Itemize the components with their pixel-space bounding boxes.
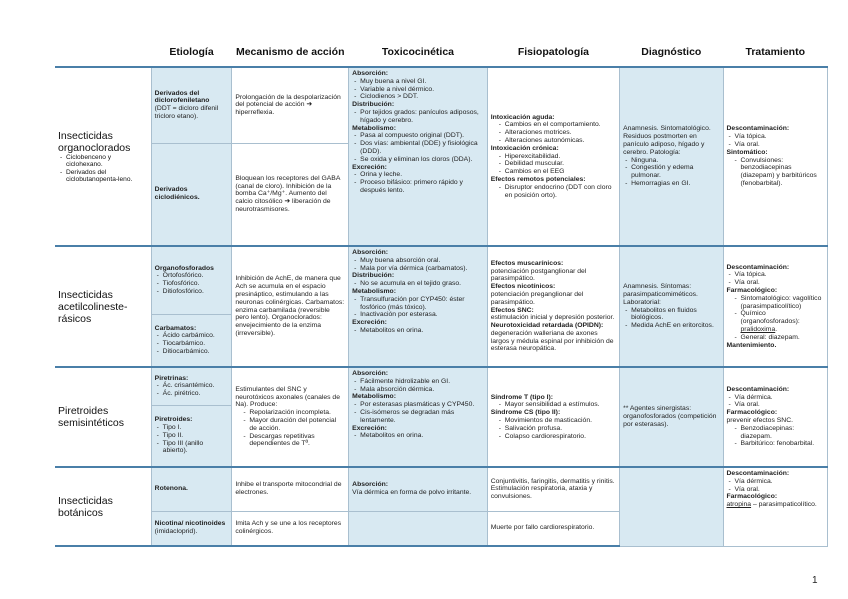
etiologia-cell bbox=[151, 367, 232, 405]
group-name: Insecticidas acetilcolineste-rásicos bbox=[58, 288, 128, 325]
section-label: Efectos nicotínicos: bbox=[490, 283, 556, 291]
list-item: - Por esterasas plasmáticas y CYP450. bbox=[360, 401, 484, 409]
list-item: - Convulsiones: benzodiacepinas (diazepam) y barbitúricos (fenobarbital). bbox=[741, 157, 825, 188]
list-item: - Descargas repetitivas dependientes de Tª. bbox=[249, 433, 345, 449]
list-item: - Mala absorción dérmica. bbox=[360, 386, 484, 394]
tratamiento-cell bbox=[723, 367, 828, 467]
list-item: - Cambios en el EEG bbox=[505, 168, 616, 176]
section-label: Descontaminación: bbox=[726, 385, 790, 393]
corner-cell bbox=[55, 37, 151, 67]
section-text: Vía dérmica en forma de polvo irritante. bbox=[352, 489, 472, 497]
list-item: - Cambios en el comportamiento. bbox=[505, 121, 616, 129]
section-label: Excreción: bbox=[352, 424, 387, 432]
list-item: - Metabolitos en fluidos biológicos. bbox=[631, 307, 719, 323]
list-item: - Inactivación por esterasa. bbox=[360, 311, 484, 319]
section-label: Metabolismo: bbox=[352, 393, 396, 401]
section-text: – parasimpaticolítico. bbox=[751, 501, 817, 509]
col-fisiopatologia: Fisiopatología bbox=[487, 37, 619, 67]
col-toxicocinetica: Toxicocinética bbox=[349, 37, 488, 67]
example-item: - Derivados del ciclobutanopenta-leno. bbox=[66, 169, 148, 184]
group-acetilcolin bbox=[55, 246, 151, 367]
section-label: Efectos remotos potenciales: bbox=[490, 175, 586, 183]
list-item: - Transulfuración por CYP450: éster fosfórico (más tóxico). bbox=[360, 296, 484, 312]
group-botanicos bbox=[55, 467, 151, 546]
diagnostico-cell: ** Agentes sinergistas: organofosforados (competición por esterasas). bbox=[620, 367, 723, 467]
pralidoxima-link[interactable]: pralidoxima bbox=[740, 325, 776, 333]
section-label: Absorción: bbox=[352, 370, 389, 377]
diag-text: Anamnesis. Síntomas: parasimpaticomiméticos. Laboratorial: bbox=[623, 283, 698, 306]
list-item: - Alteraciones autonómicas. bbox=[505, 137, 616, 145]
row-acetilcolin-1 bbox=[55, 246, 828, 314]
fisiopatologia-cell: Muerte por fallo cardiorespiratorio. bbox=[487, 511, 619, 546]
subtype-name: Piretrinas: bbox=[154, 374, 189, 382]
fisiopatologia-cell bbox=[487, 367, 619, 467]
list-item: - Proceso bifásico: primero rápido y después lento. bbox=[360, 179, 484, 195]
toxicocinetica-cell bbox=[349, 367, 488, 467]
list-item: - Muy buena a nivel GI. bbox=[360, 78, 484, 86]
section-text: estimulación inicial y depresión posterior. bbox=[490, 314, 615, 322]
group-name: Piretroides semisintéticos bbox=[58, 405, 124, 429]
list-item: - Químico (organofosforados): pralidoxima. bbox=[741, 310, 825, 333]
list-item: - Metabolitos en orina. bbox=[360, 432, 484, 440]
row-organoclorados-1 bbox=[55, 67, 828, 143]
list-item: - Hiperexcitabilidad. bbox=[505, 153, 616, 161]
list-item: - Vía oral. bbox=[735, 141, 825, 149]
list-item: - Por tejidos grados: panículos adiposos, hígado y cerebro. bbox=[360, 109, 484, 125]
section-label: Absorción: bbox=[352, 70, 389, 77]
list-item-text: Químico (organofosforados): bbox=[740, 310, 800, 326]
group-piretroides bbox=[55, 367, 151, 467]
list-item: - Ác. crisantémico. bbox=[163, 382, 229, 390]
list-item: - Tipo I. bbox=[163, 424, 229, 432]
list-item: - Dos vías: ambiental (DDE) y fisiológica (DDD). bbox=[360, 140, 484, 156]
list-item: - Ciclodienos > DDT. bbox=[360, 93, 484, 101]
group-organoclorados bbox=[55, 67, 151, 246]
list-item: - Vía dérmica. bbox=[735, 394, 825, 402]
row-piretroides-1 bbox=[55, 367, 828, 405]
list-item: - Mayor sensibilidad a estímulos. bbox=[505, 401, 616, 409]
diagnostico-cell bbox=[620, 246, 723, 367]
mecanismo-cell: Prolongación de la despolarización del potencial de acción ➜ hiperreflexia. bbox=[232, 67, 349, 143]
section-label: Neurotoxicidad retardada (OPIDN): bbox=[490, 322, 604, 330]
list-item: - Ditiofosfórico. bbox=[163, 288, 229, 296]
list-item: - Medida AchE en eritorcitos. bbox=[631, 322, 719, 330]
section-label: Sintomático: bbox=[726, 148, 768, 156]
group-name: Insecticidas botánicos bbox=[58, 494, 113, 519]
etiologia-cell: Derivados ciclodiénicos. bbox=[151, 143, 232, 246]
section-label: Farmacológico: bbox=[726, 409, 778, 417]
list-item: - Se oxida y eliminan los cloros (DDA). bbox=[360, 156, 484, 164]
section-label: Metabolismo: bbox=[352, 124, 396, 132]
list-item: - Tiofosfórico. bbox=[163, 280, 229, 288]
group-name: Insecticidas organoclorados bbox=[58, 129, 131, 154]
col-etiologia: Etiología bbox=[151, 37, 232, 67]
list-item: - Sintomatológico: vagolítico (parasimpaticolítico) bbox=[741, 295, 825, 311]
list-item: - Ortofosfórico. bbox=[163, 272, 229, 280]
list-item: - General: diazepam. bbox=[741, 334, 825, 342]
list-item: - Metabolitos en orina. bbox=[360, 327, 484, 335]
list-item: - Muy buena absorción oral. bbox=[360, 257, 484, 265]
etiologia-cell bbox=[151, 511, 232, 546]
list-item: - Vía tópica. bbox=[735, 133, 825, 141]
list-item: - Orina y leche. bbox=[360, 171, 484, 179]
etiologia-cell bbox=[151, 246, 232, 314]
section-label: Efectos muscarínicos: bbox=[490, 259, 564, 267]
list-item: - Pasa al compuesto original (DDT). bbox=[360, 132, 484, 140]
list-item: - Vía oral. bbox=[735, 401, 825, 409]
list-item: - Mala por vía dérmica (carbamatos). bbox=[360, 265, 484, 273]
section-label: Farmacológico: bbox=[726, 493, 778, 501]
list-item: - Salivación profusa. bbox=[505, 425, 616, 433]
list-item: - Vía oral. bbox=[735, 486, 825, 494]
section-label: Intoxicación aguda: bbox=[490, 113, 555, 121]
list-item: - No se acumula en el tejido graso. bbox=[360, 280, 484, 288]
etiologia-cell bbox=[151, 314, 232, 367]
section-text: degeneración walleriana de axones largos y médula espinal por inhibición de esterasa neuropática. bbox=[490, 329, 614, 353]
list-item: - Tipo II. bbox=[163, 432, 229, 440]
list-item: - Barbitúrico: fenobarbital. bbox=[741, 440, 825, 448]
mecanismo-cell: Inhibe el transporte mitocondrial de electrones. bbox=[232, 467, 349, 511]
diagnostico-cell bbox=[620, 67, 723, 246]
section-label: Efectos SNC: bbox=[490, 306, 534, 314]
list-item: - Tipo III (anillo abierto). bbox=[163, 440, 229, 456]
tratamiento-cell bbox=[723, 67, 828, 246]
list-item: - Fácilmente hidrolizable en GI. bbox=[360, 378, 484, 386]
list-item: - Disruptor endocrino (DDT con cloro en posición orto). bbox=[505, 184, 616, 200]
group-examples bbox=[58, 154, 148, 184]
list-item: - Hemorragias en GI. bbox=[631, 180, 719, 188]
section-text: potenciación postganglionar del parasimpático. bbox=[490, 267, 587, 283]
diag-text: Anamnesis. Sintomatológico. Residuos postmorten en panículo adiposo, hígado y cerebro. Patología: bbox=[623, 125, 711, 156]
subtype-name: Piretroides: bbox=[154, 416, 193, 424]
section-label: Excreción: bbox=[352, 163, 387, 171]
diagnostico-cell bbox=[620, 467, 723, 546]
insecticides-table bbox=[55, 37, 828, 547]
col-mecanismo: Mecanismo de acción bbox=[232, 37, 349, 67]
toxicocinetica-cell bbox=[349, 246, 488, 367]
section-label: Farmacológico: bbox=[726, 287, 778, 294]
subtype-name: Nicotina/ nicotinoides bbox=[154, 520, 226, 528]
section-label: Descontaminación: bbox=[726, 263, 790, 271]
list-item: - Benzodiacepinas: diazepam. bbox=[741, 425, 825, 441]
section-label: Síndrome T (tipo I): bbox=[490, 393, 554, 401]
list-item: - Ác. pirétrico. bbox=[163, 390, 229, 398]
list-item: - Repolarización incompleta. bbox=[249, 409, 345, 417]
subtype-name: Organofosforados bbox=[154, 264, 214, 272]
example-item: - Ciclobenceno y ciclohexano. bbox=[66, 154, 148, 169]
fisiopatologia-cell bbox=[487, 246, 619, 367]
list-item: - Ácido carbámico. bbox=[163, 332, 229, 340]
toxicocinetica-cell bbox=[349, 467, 488, 511]
section-text: potenciación preganglionar del parasimpático. bbox=[490, 290, 584, 306]
atropina-link[interactable]: atropina bbox=[726, 501, 752, 509]
subtype-desc: (imidacloprid). bbox=[154, 528, 198, 536]
mecanismo-cell bbox=[232, 367, 349, 467]
list-item: - Alteraciones motrices. bbox=[505, 129, 616, 137]
section-label: Descontaminación: bbox=[726, 125, 790, 133]
list-item: - Vía tópica. bbox=[735, 271, 825, 279]
mecanismo-cell: Imita Ach y se une a los receptores colinérgicos. bbox=[232, 511, 349, 546]
list-item: - Colapso cardiorespiratorio. bbox=[505, 433, 616, 441]
mecanismo-cell: Bloquean los receptores del GABA (canal de cloro). Inhibición de la bomba Ca⁺/Mg⁺. Aumento del calcio citosólico ➜ liberación de neurotrasmisores. bbox=[232, 143, 349, 246]
section-label: Metabolismo: bbox=[352, 287, 396, 295]
list-item: - Congestión y edema pulmonar. bbox=[631, 164, 719, 180]
section-label: Distribución: bbox=[352, 101, 395, 109]
toxicocinetica-cell bbox=[349, 511, 488, 546]
mec-text: Estimulantes del SNC y neurotóxicos axonales (canales de Na). Produce: bbox=[235, 385, 340, 409]
list-item: - Ditiocarbámico. bbox=[163, 348, 229, 356]
col-diagnostico: Diagnóstico bbox=[620, 37, 723, 67]
etiologia-cell bbox=[151, 405, 232, 467]
list-item: - Vía dérmica. bbox=[735, 478, 825, 486]
mecanismo-cell: Inhibición de AchE, de manera que Ach se acumula en el espacio presináptico, estimulando a las neuronas colinérgicas. Carbamatos: enzima carbamilada (reversible pero lento). Organoclorados: envejecimiento de la enzima (irreversible). bbox=[232, 246, 349, 367]
fisiopatologia-cell: Conjuntivitis, faringitis, dermatitis y rinitis. Estimulación respiratoria, ataxia y convulsiones. bbox=[487, 467, 619, 511]
list-item: - Movimientos de masticación. bbox=[505, 417, 616, 425]
subtype-name: Derivados del diclorofeniletano bbox=[154, 89, 210, 105]
list-item: - Vía oral. bbox=[735, 279, 825, 287]
section-label: Síndrome CS (tipo II): bbox=[490, 409, 561, 417]
etiologia-cell bbox=[151, 67, 232, 143]
toxicocinetica-cell bbox=[349, 67, 488, 246]
section-label: Absorción: bbox=[352, 481, 389, 489]
section-text: prevenir efectos SNC. bbox=[726, 417, 793, 424]
list-item: - Mayor duración del potencial de acción. bbox=[249, 417, 345, 433]
section-label: Absorción: bbox=[352, 249, 389, 256]
etiologia-cell: Rotenona. bbox=[151, 467, 232, 511]
list-item: - Ninguna. bbox=[631, 157, 719, 165]
subtype-name: Carbamatos: bbox=[154, 324, 197, 332]
page-number: 1 bbox=[812, 575, 818, 586]
header-row bbox=[55, 37, 828, 67]
list-item: - Debilidad muscular. bbox=[505, 160, 616, 168]
col-tratamiento: Tratamiento bbox=[723, 37, 828, 67]
tratamiento-cell bbox=[723, 246, 828, 367]
section-label: Distribución: bbox=[352, 272, 395, 280]
section-label: Mantenimiento. bbox=[726, 341, 777, 349]
row-botanicos-1 bbox=[55, 467, 828, 511]
fisiopatologia-cell bbox=[487, 67, 619, 246]
list-item: - Variable a nivel dérmico. bbox=[360, 86, 484, 94]
tratamiento-cell bbox=[723, 467, 828, 546]
section-label: Intoxicación crónica: bbox=[490, 144, 559, 152]
list-item: - Cis-isómeros se degradan más lentamente. bbox=[360, 409, 484, 425]
section-label: Excreción: bbox=[352, 319, 387, 327]
section-label: Descontaminación: bbox=[726, 470, 790, 477]
subtype-desc: (DDT = dicloro difenil tricloro etano). bbox=[154, 105, 219, 121]
list-item: - Tiocarbámico. bbox=[163, 340, 229, 348]
